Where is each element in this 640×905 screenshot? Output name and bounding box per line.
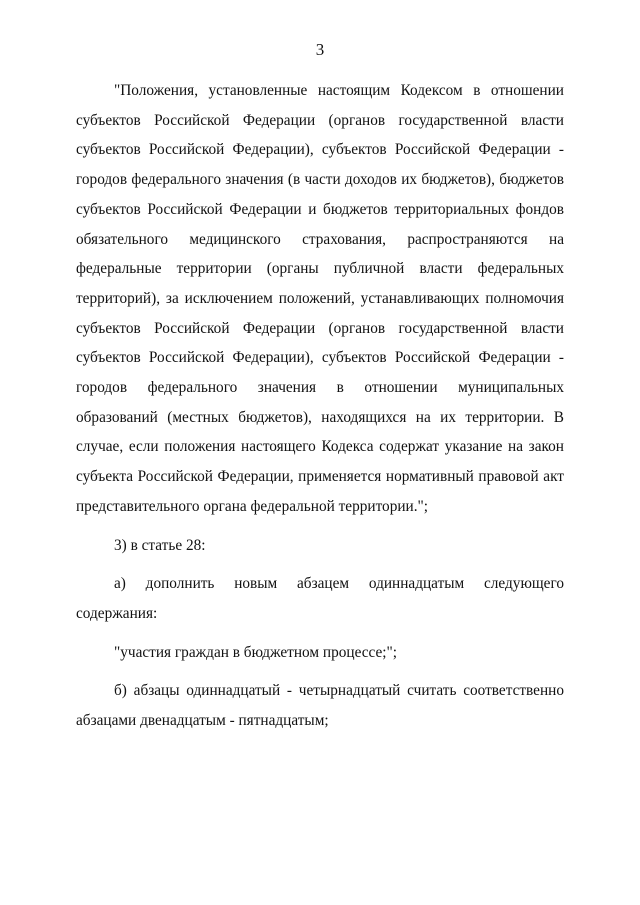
page-number: 3 (315, 40, 325, 59)
paragraph-quoted-addition: "участия граждан в бюджетном процессе;"; (114, 643, 398, 661)
paragraph-item-a: а) дополнить новым абзацем одиннадцатым следующего содержания: (76, 575, 564, 622)
document-body (76, 76, 564, 736)
paragraph-article-28: 3) в статье 28: (114, 536, 206, 554)
paragraph-item-b: б) абзацы одиннадцатый - четырнадцатый считать соответственно абзацами двенадцатым - пятнадцатым; (76, 682, 564, 730)
paragraph-quoted-provisions: "Положения, установленные настоящим Кодексом в отношении субъектов Российской Федерации (органов государственной власти субъектов Российской Федерации), субъектов Российской Федерации - городов федерального значения (в части доходов их бюджетов), бюджетов субъектов Российской Федерации и бюджетов территориальных фондов обязательного медицинского страхования, распространяются на федеральные территории (органы публичной власти федеральных территорий), за исключением положений, устанавливающих полномочия субъектов Российской Федерации (органов государственной власти субъектов Российской Федерации), субъектов Российской Федерации - городов федерального значения в отношении муниципальных образований (местных бюджетов), находящихся на их территории. В случае, если положения настоящего Кодекса содержат указание на закон субъекта Российской Федерации, применяется нормативный правовой акт представительного органа федеральной территории."; (76, 82, 564, 515)
